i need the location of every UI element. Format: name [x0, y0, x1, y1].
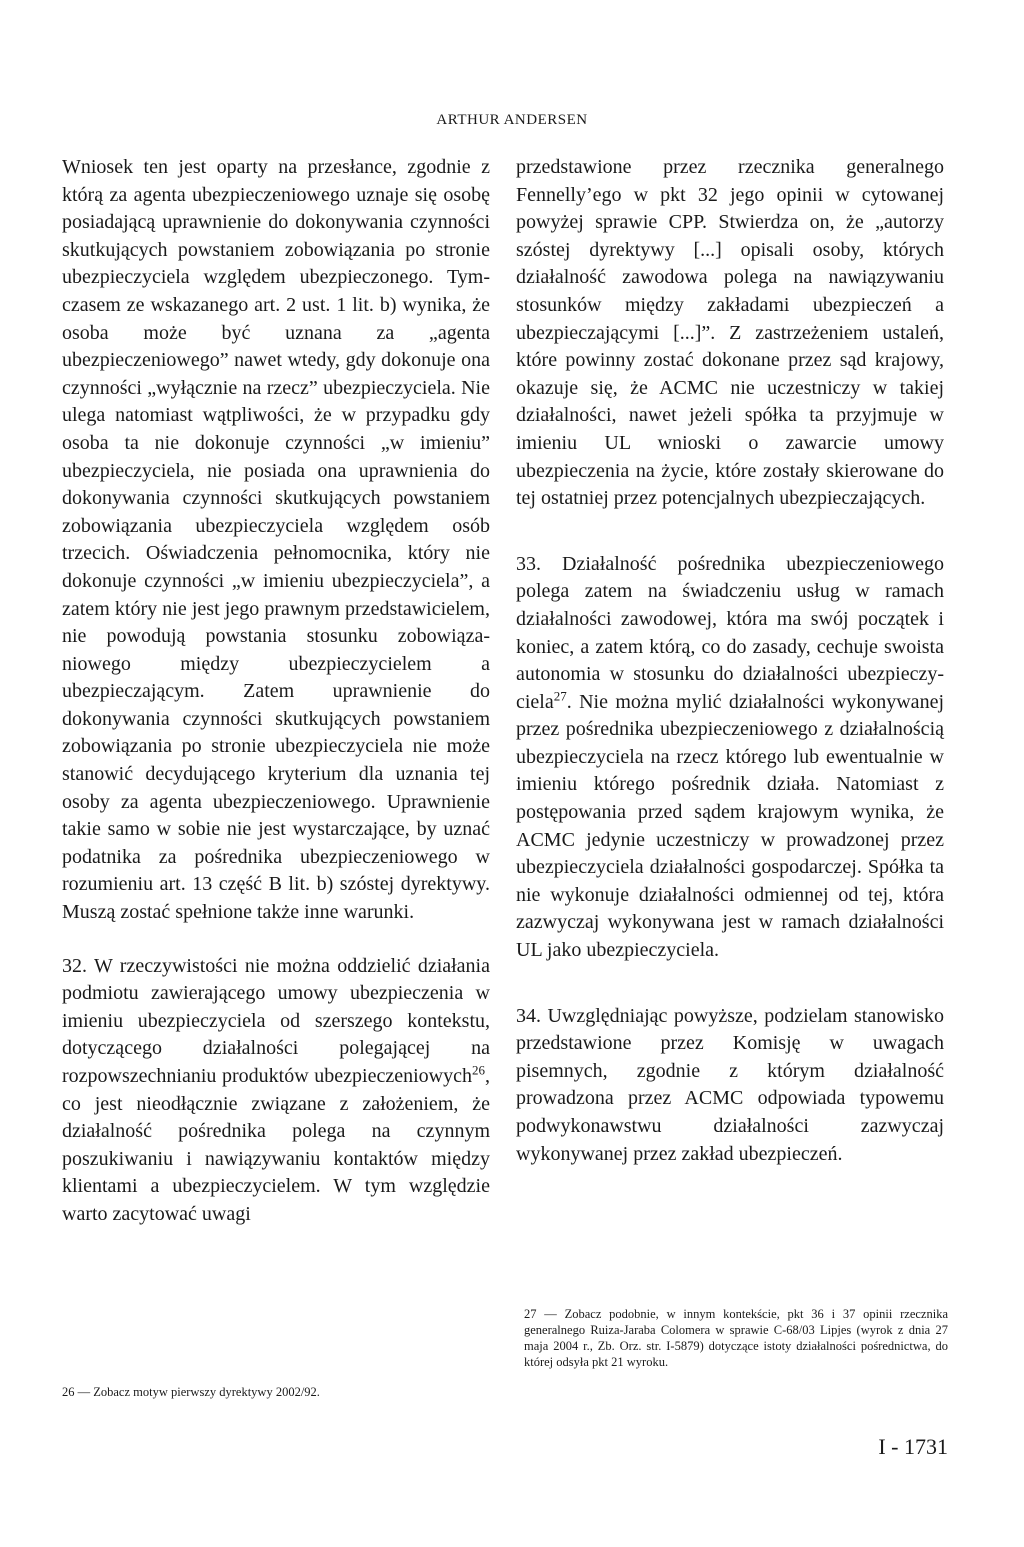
paragraph-31-continued: Wniosek ten jest oparty na przesłance, zgodnie z którą za agenta ubezpieczeniowego uznaje się osobę posiadającą uprawnienie do dokonywania czynności skutkujących powstaniem zobowiązania po stronie ubezpieczyciela względem ubezpieczonego. Tymczasem ze wskazanego art. 2 ust. 1 lit. b) wynika, że osoba może być uznana za „agenta ubezpieczeniowego” nawet wtedy, gdy dokonuje ona czynności „wyłącznie na rzecz” ubezpieczyciela. Nie ulega natomiast wątpliwości, że w przypadku gdy osoba ta nie dokonuje czynności „w imieniu” ubezpieczyciela, nie posiada ona uprawnienia do dokonywania czynności skutkujących powstaniem zobowiązania ubezpieczyciela względem osób trzecich. Oświadczenia pełnomocnika, który nie dokonuje czynności „w imieniu ubezpieczyciela”, a zatem który nie jest jego prawnym przedstawicielem, nie powodują powstania stosunku zobowiązaniowego między ubezpieczycielem a ubezpieczającym. Zatem uprawnienie do dokonywania czynności skutkujących powstaniem zobowiązania po stronie ubezpieczyciela nie może stanowić decydującego kryterium dla uznania tej osoby za agenta ubezpieczeniowego. Uprawnienie takie samo w sobie nie jest wystarczające, by uznać podatnika za pośrednika ubezpieczeniowego w rozumieniu art. 13 część B lit. b) szóstej dyrektywy. Muszą zostać spełnione także inne warunki. [62, 156, 490, 924]
footnote-ref-27: 27 [553, 688, 567, 704]
paragraph-32 [62, 953, 490, 1229]
footnote-26: 26 — Zobacz motyw pierwszy dyrektywy 2002/92. [62, 1385, 320, 1399]
paragraph-33-text-a: 33. Działalność pośrednika ubezpieczeniowego polega zatem na świadczeniu usług w ramach działalności zawodowej, która ma swój początek i koniec, a zatem którą, co do zasady, cechuje swoista autonomia w stosunku do działalności ubezpieczyciela [516, 552, 944, 713]
footnote-ref-26: 26 [472, 1062, 485, 1078]
paragraph-32-continued: przedstawione przez rzecznika generalnego Fennelly’ego w pkt 32 jego opinii w cytowanej powyżej sprawie CPP. Stwierdza on, że „autorzy szóstej dyrektywy [...] opisali osoby, których działalność zawodowa polega na nawiązywaniu stosunków między zakładami ubezpieczeń a ubezpieczającymi [...]”. Z zastrzeżeniem ustaleń, które powinny zostać dokonane przez sąd krajowy, okazuje się, że ACMC nie uczestniczy w takiej działalności, nawet jeżeli spółka ta przyjmuje w imieniu UL wnioski o zawarcie umowy ubezpieczenia na życie, które zostały skierowane do tej ostatniej przez potencjalnych ubezpieczających. [516, 156, 944, 510]
page-number: I - 1731 [878, 1434, 948, 1459]
footnote-27: 27 — Zobacz podobnie, w innym kontekście, pkt 36 i 37 opinii rzecznika generalnego Ruiza-Jaraba Colomera w sprawie C-68/03 Lipjes (wyrok z dnia 27 maja 2004 r., Zb. Orz. str. I-5879) dotyczące istoty działalności pośrednictwa, do której odsyła pkt 21 wyroku. [524, 1307, 948, 1369]
right-column [516, 154, 944, 1168]
paragraph-32-text-b: , co jest nieodłącznie związane z założeniem, że działalność pośrednika polega na czynnym poszukiwaniu i nawiązywaniu kontaktów między klientami a ubezpieczycielem. W tym względzie warto zacytować uwagi [62, 1065, 490, 1225]
running-head: ARTHUR ANDERSEN [436, 112, 588, 128]
paragraph-34: 34. Uwzględniając powyższe, podzielam stanowisko przedstawione przez Komisję w uwagach pisemnych, zgodnie z którym działalność prowadzona przez ACMC odpowiada typowemu podwykonawstwu działalności zazwyczaj wykonywanej przez zakład ubezpieczeń. [516, 1004, 944, 1165]
left-column [62, 154, 490, 1229]
paragraph-33 [516, 551, 944, 965]
paragraph-33-text-b: . Nie można mylić działalności wykonywanej przez pośrednika ubezpieczeniowego z działalnością ubezpieczyciela na rzecz którego lub ewentualnie w imieniu którego pośrednik działa. Natomiast z postępowania przed sądem krajowym wynika, że ACMC jedynie uczestniczy w prowadzonej przez ubezpieczyciela działalności gospodarczej. Spółka ta nie wykonuje działalności odmiennej od tej, która zazwyczaj wykonywana jest w ramach działalności UL jako ubezpieczyciela. [516, 690, 944, 962]
paragraph-32-text-a: 32. W rzeczywistości nie można oddzielić działania podmiotu zawierającego umowy ubezpieczenia w imieniu ubezpieczyciela od szerszego kontekstu, dotyczącego działalności polegającej na rozpowszechnianiu produktów ubezpieczeniowych [62, 954, 490, 1087]
